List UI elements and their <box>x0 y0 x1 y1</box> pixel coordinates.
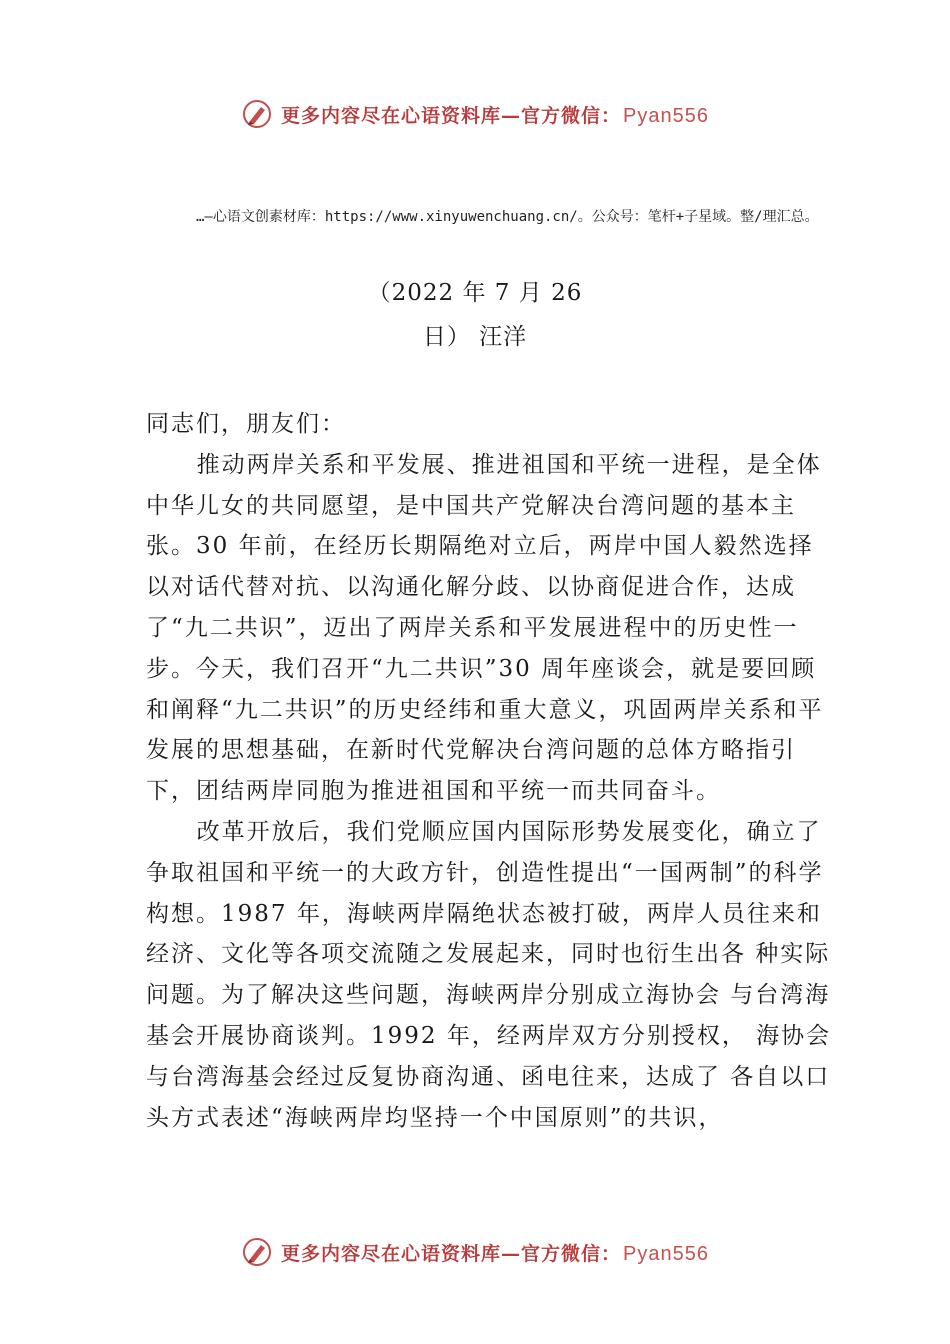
salutation: 同志们，朋友们： <box>146 411 346 437</box>
footer-banner-text: 更多内容尽在心语资料库—官方微信： Pyan556 <box>281 1242 709 1265</box>
source-note: …—心语文创素材库：https://www.xinyuwenchuang.cn/。公众号：笔杆+子星域。整/理汇总。 <box>196 209 819 225</box>
header-banner-code: Pyan556 <box>623 104 709 127</box>
pen-logo-icon <box>241 1236 273 1268</box>
speech-body <box>146 404 836 1138</box>
header-banner <box>0 94 950 134</box>
header-banner-text: 更多内容尽在心语资料库—官方微信： Pyan556 <box>281 104 709 127</box>
paragraph-2: 改革开放后，我们党顺应国内国际形势发展变化，确立了争取祖国和平统一的大政方针，创造性提出“一国两制”的科学构想。1987 年，海峡两岸隔绝状态被打破，两岸人员往来和经济、文化等各项交流随之发展起来，同时也衍生出各 种实际问题。为了解决这些问题，海峡两岸分别成立海协会 与台湾海基会开展协商谈判。1992 年，经两岸双方分别授权， 海协会与台湾海基会经过反复协商沟通、函电往来，达成了 各自以口头方式表述“海峡两岸均坚持一个中国原则”的共识， <box>146 818 832 1131</box>
speaker-line: 日） 汪洋 <box>422 324 528 350</box>
pen-logo-icon <box>241 98 273 130</box>
footer-banner-code: Pyan556 <box>623 1242 709 1265</box>
paragraph-1: 推动两岸关系和平发展、推进祖国和平统一进程，是全体中华儿女的共同愿望，是中国共产党解决台湾问题的基本主张。30 年前，在经历长期隔绝对立后，两岸中国人毅然选择以对话代替对抗、以沟通化解分歧、以协商促进合作，达成了“九二共识”，迈出了两岸关系和平发展进程中的历史性一步。今天，我们召开“九二共识”30 周年座谈会，就是要回顾和阐释“九二共识”的历史经纬和重大意义，巩固两岸关系和平发展的思想基础，在新时代党解决台湾问题的总体方略指引下，团结两岸同胞为推进祖国和平统一而共同奋斗。 <box>146 451 824 805</box>
footer-banner <box>0 1232 950 1272</box>
date-line: （2022 年 7 月 26 <box>367 280 583 306</box>
